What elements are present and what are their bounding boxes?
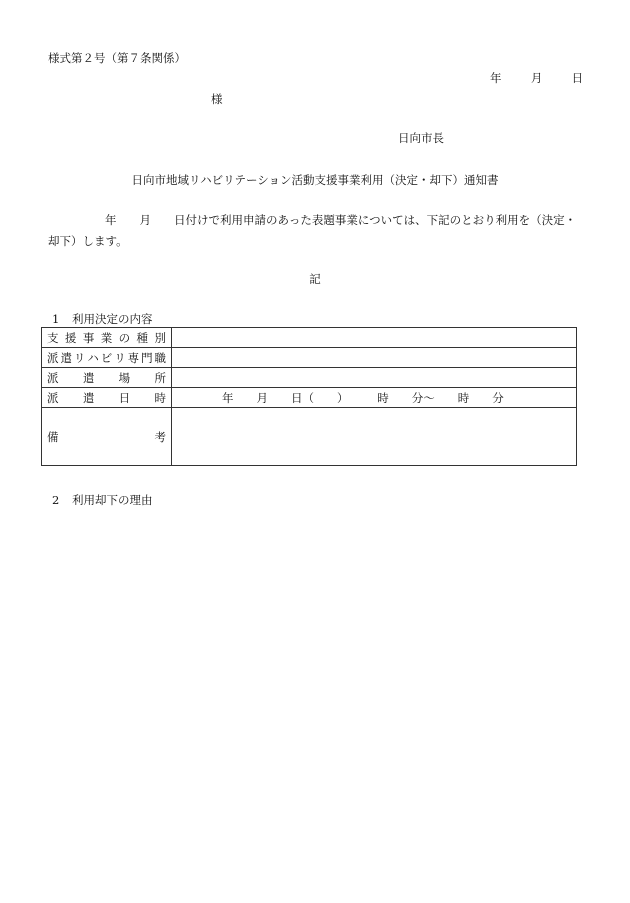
issuer: 日向市長 xyxy=(398,131,444,145)
label-dispatch-place: 派 遣 場 所 xyxy=(42,368,172,388)
table-row xyxy=(42,348,577,368)
label-remarks: 備 考 xyxy=(42,408,172,466)
label-rehab-specialist: 派 遣 リ ハ ビ リ 専 門 職 xyxy=(42,348,172,368)
table-row xyxy=(42,328,577,348)
addressee: 様 xyxy=(211,92,223,106)
value-dispatch-datetime[interactable]: 年 月 日（ ） 時 分～ 時 分 xyxy=(172,388,577,408)
value-remarks[interactable] xyxy=(172,408,577,466)
section-1-heading xyxy=(52,311,153,327)
decision-table xyxy=(41,327,577,466)
value-support-type[interactable] xyxy=(172,328,577,348)
body-line-1: 年 月 日付けで利用申請のあった表題事業については、下記のとおり利用を（決定・ xyxy=(105,213,577,227)
body-text xyxy=(48,210,583,252)
body-line-2: 却下）します。 xyxy=(48,234,128,248)
section-2-title: 利用却下の理由 xyxy=(72,493,153,507)
table-row xyxy=(42,388,577,408)
section-1-number: 1 xyxy=(52,312,60,326)
section-2-heading xyxy=(52,492,153,508)
date-month: 月 xyxy=(530,71,543,85)
document-title: 日向市地域リハビリテーション活動支援事業利用（決定・却下）通知書 xyxy=(131,173,499,187)
date-line xyxy=(490,70,583,86)
table-row-remarks xyxy=(42,408,577,466)
table-row xyxy=(42,368,577,388)
ki-heading: 記 xyxy=(309,272,321,286)
date-year: 年 xyxy=(490,71,502,85)
section-2-number: 2 xyxy=(52,493,60,507)
form-number: 様式第２号（第７条関係） xyxy=(48,51,186,65)
date-day: 日 xyxy=(571,71,584,85)
label-support-type: 支 援 事 業 の 種 別 xyxy=(42,328,172,348)
section-1-title: 利用決定の内容 xyxy=(72,312,153,326)
value-dispatch-place[interactable] xyxy=(172,368,577,388)
label-dispatch-datetime: 派 遣 日 時 xyxy=(42,388,172,408)
value-rehab-specialist[interactable] xyxy=(172,348,577,368)
